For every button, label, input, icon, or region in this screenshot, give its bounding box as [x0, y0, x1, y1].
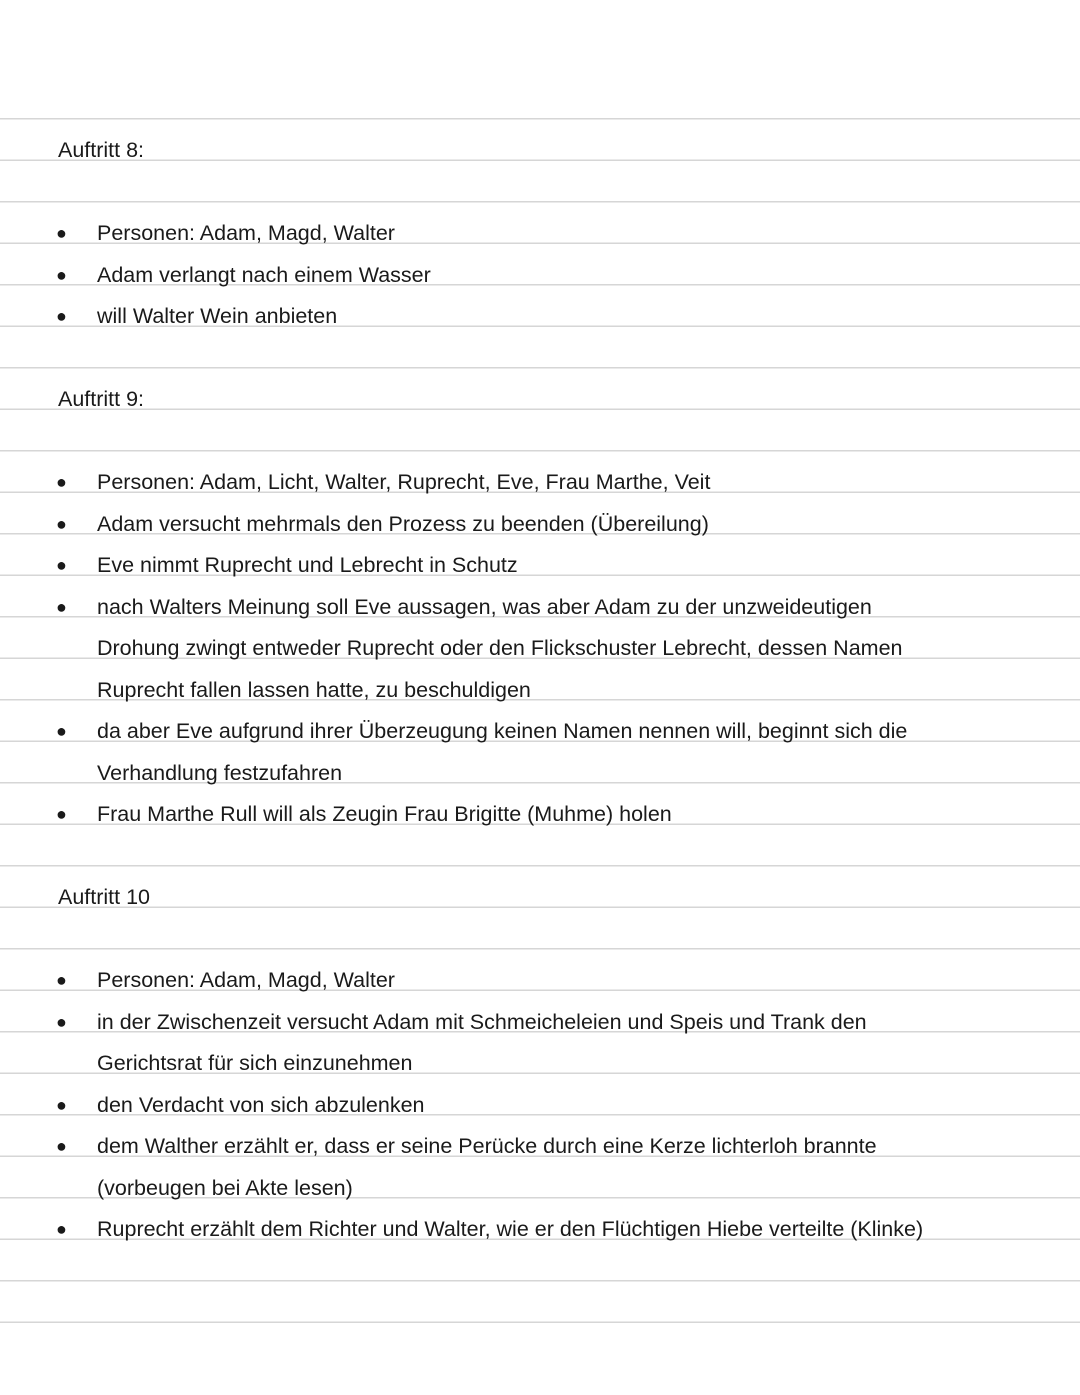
- bullet-text: den Verdacht von sich abzulenken: [97, 1092, 425, 1117]
- bullet-text: in der Zwischenzeit versucht Adam mit Schmeicheleien und Speis und Trank den: [97, 1009, 867, 1034]
- bullet-text: Personen: Adam, Magd, Walter: [97, 968, 395, 992]
- bullet-text: da aber Eve aufgrund ihrer Überzeugung keinen Namen nennen will, beginnt sich die: [97, 719, 908, 743]
- bullet-text: nach Walters Meinung soll Eve aussagen, was aber Adam zu der unzweideutigen: [97, 594, 872, 619]
- bottom-margin: [0, 1325, 1080, 1395]
- bullet-item: [0, 545, 1080, 587]
- section-heading: Auftritt 10: [58, 885, 151, 909]
- bullet-text: Eve nimmt Ruprecht und Lebrecht in Schutz: [97, 553, 518, 577]
- bullet-item: [0, 1085, 1080, 1127]
- bullet-continuation: Drohung zwingt entweder Ruprecht oder den Flickschuster Lebrecht, dessen Namen: [97, 636, 903, 660]
- bullet-text: Frau Marthe Rull will als Zeugin Frau Brigitte (Muhme) holen: [97, 802, 672, 826]
- bullet-icon: ●: [56, 223, 67, 243]
- bullet-item: [0, 794, 1080, 836]
- bullet-item: [0, 213, 1080, 255]
- bullet-continuation: Verhandlung festzufahren: [97, 760, 343, 785]
- blank-line: [0, 836, 1080, 878]
- bullet-continuation: Gerichtsrat für sich einzunehmen: [97, 1051, 413, 1075]
- bullet-text: Adam versucht mehrmals den Prozess zu beenden (Übereilung): [97, 511, 709, 536]
- bullet-icon: ●: [56, 721, 67, 741]
- blank-line: [0, 172, 1080, 214]
- notes-content: [0, 130, 1080, 1251]
- bullet-icon: ●: [56, 1219, 67, 1239]
- top-margin: [0, 0, 1080, 118]
- bullet-item: [0, 504, 1080, 546]
- bullet-icon: ●: [56, 555, 67, 575]
- bullet-text: Personen: Adam, Licht, Walter, Ruprecht, Eve, Frau Marthe, Veit: [97, 470, 711, 494]
- bullet-text: Ruprecht erzählt dem Richter und Walter, wie er den Flüchtigen Hiebe verteilte (Klinke): [97, 1217, 924, 1241]
- bullet-icon: ●: [56, 306, 67, 326]
- bullet-continuation: Ruprecht fallen lassen hatte, zu beschuldigen: [97, 677, 531, 702]
- bullet-item: [0, 1126, 1080, 1168]
- bullet-text: Adam verlangt nach einem Wasser: [97, 262, 431, 287]
- bullet-icon: ●: [56, 596, 67, 617]
- bullet-icon: ●: [56, 1094, 67, 1115]
- section-heading: Auftritt 9:: [58, 387, 145, 411]
- bullet-item: [0, 255, 1080, 297]
- bullet-icon: ●: [56, 1136, 67, 1156]
- bullet-text: dem Walther erzählt er, dass er seine Perücke durch eine Kerze lichterloh brannte: [97, 1134, 877, 1158]
- bullet-text: Personen: Adam, Magd, Walter: [97, 221, 395, 245]
- bullet-continuation: (vorbeugen bei Akte lesen): [97, 1175, 353, 1200]
- bullet-item: [0, 296, 1080, 338]
- bullet-item: [0, 1002, 1080, 1044]
- bullet-item: [0, 960, 1080, 1002]
- bullet-icon: ●: [56, 970, 67, 990]
- bullet-icon: ●: [56, 513, 67, 534]
- bullet-text: will Walter Wein anbieten: [97, 304, 338, 328]
- bullet-item: [0, 587, 1080, 629]
- bullet-icon: ●: [56, 264, 67, 285]
- blank-line: [0, 338, 1080, 380]
- bullet-item: [0, 462, 1080, 504]
- bullet-icon: ●: [56, 472, 67, 492]
- bullet-icon: ●: [56, 804, 67, 824]
- bullet-item: [0, 1209, 1080, 1251]
- section-heading: Auftritt 8:: [58, 138, 145, 162]
- blank-line: [0, 919, 1080, 961]
- blank-line: [0, 421, 1080, 463]
- bullet-icon: ●: [56, 1011, 67, 1032]
- bullet-item: [0, 711, 1080, 753]
